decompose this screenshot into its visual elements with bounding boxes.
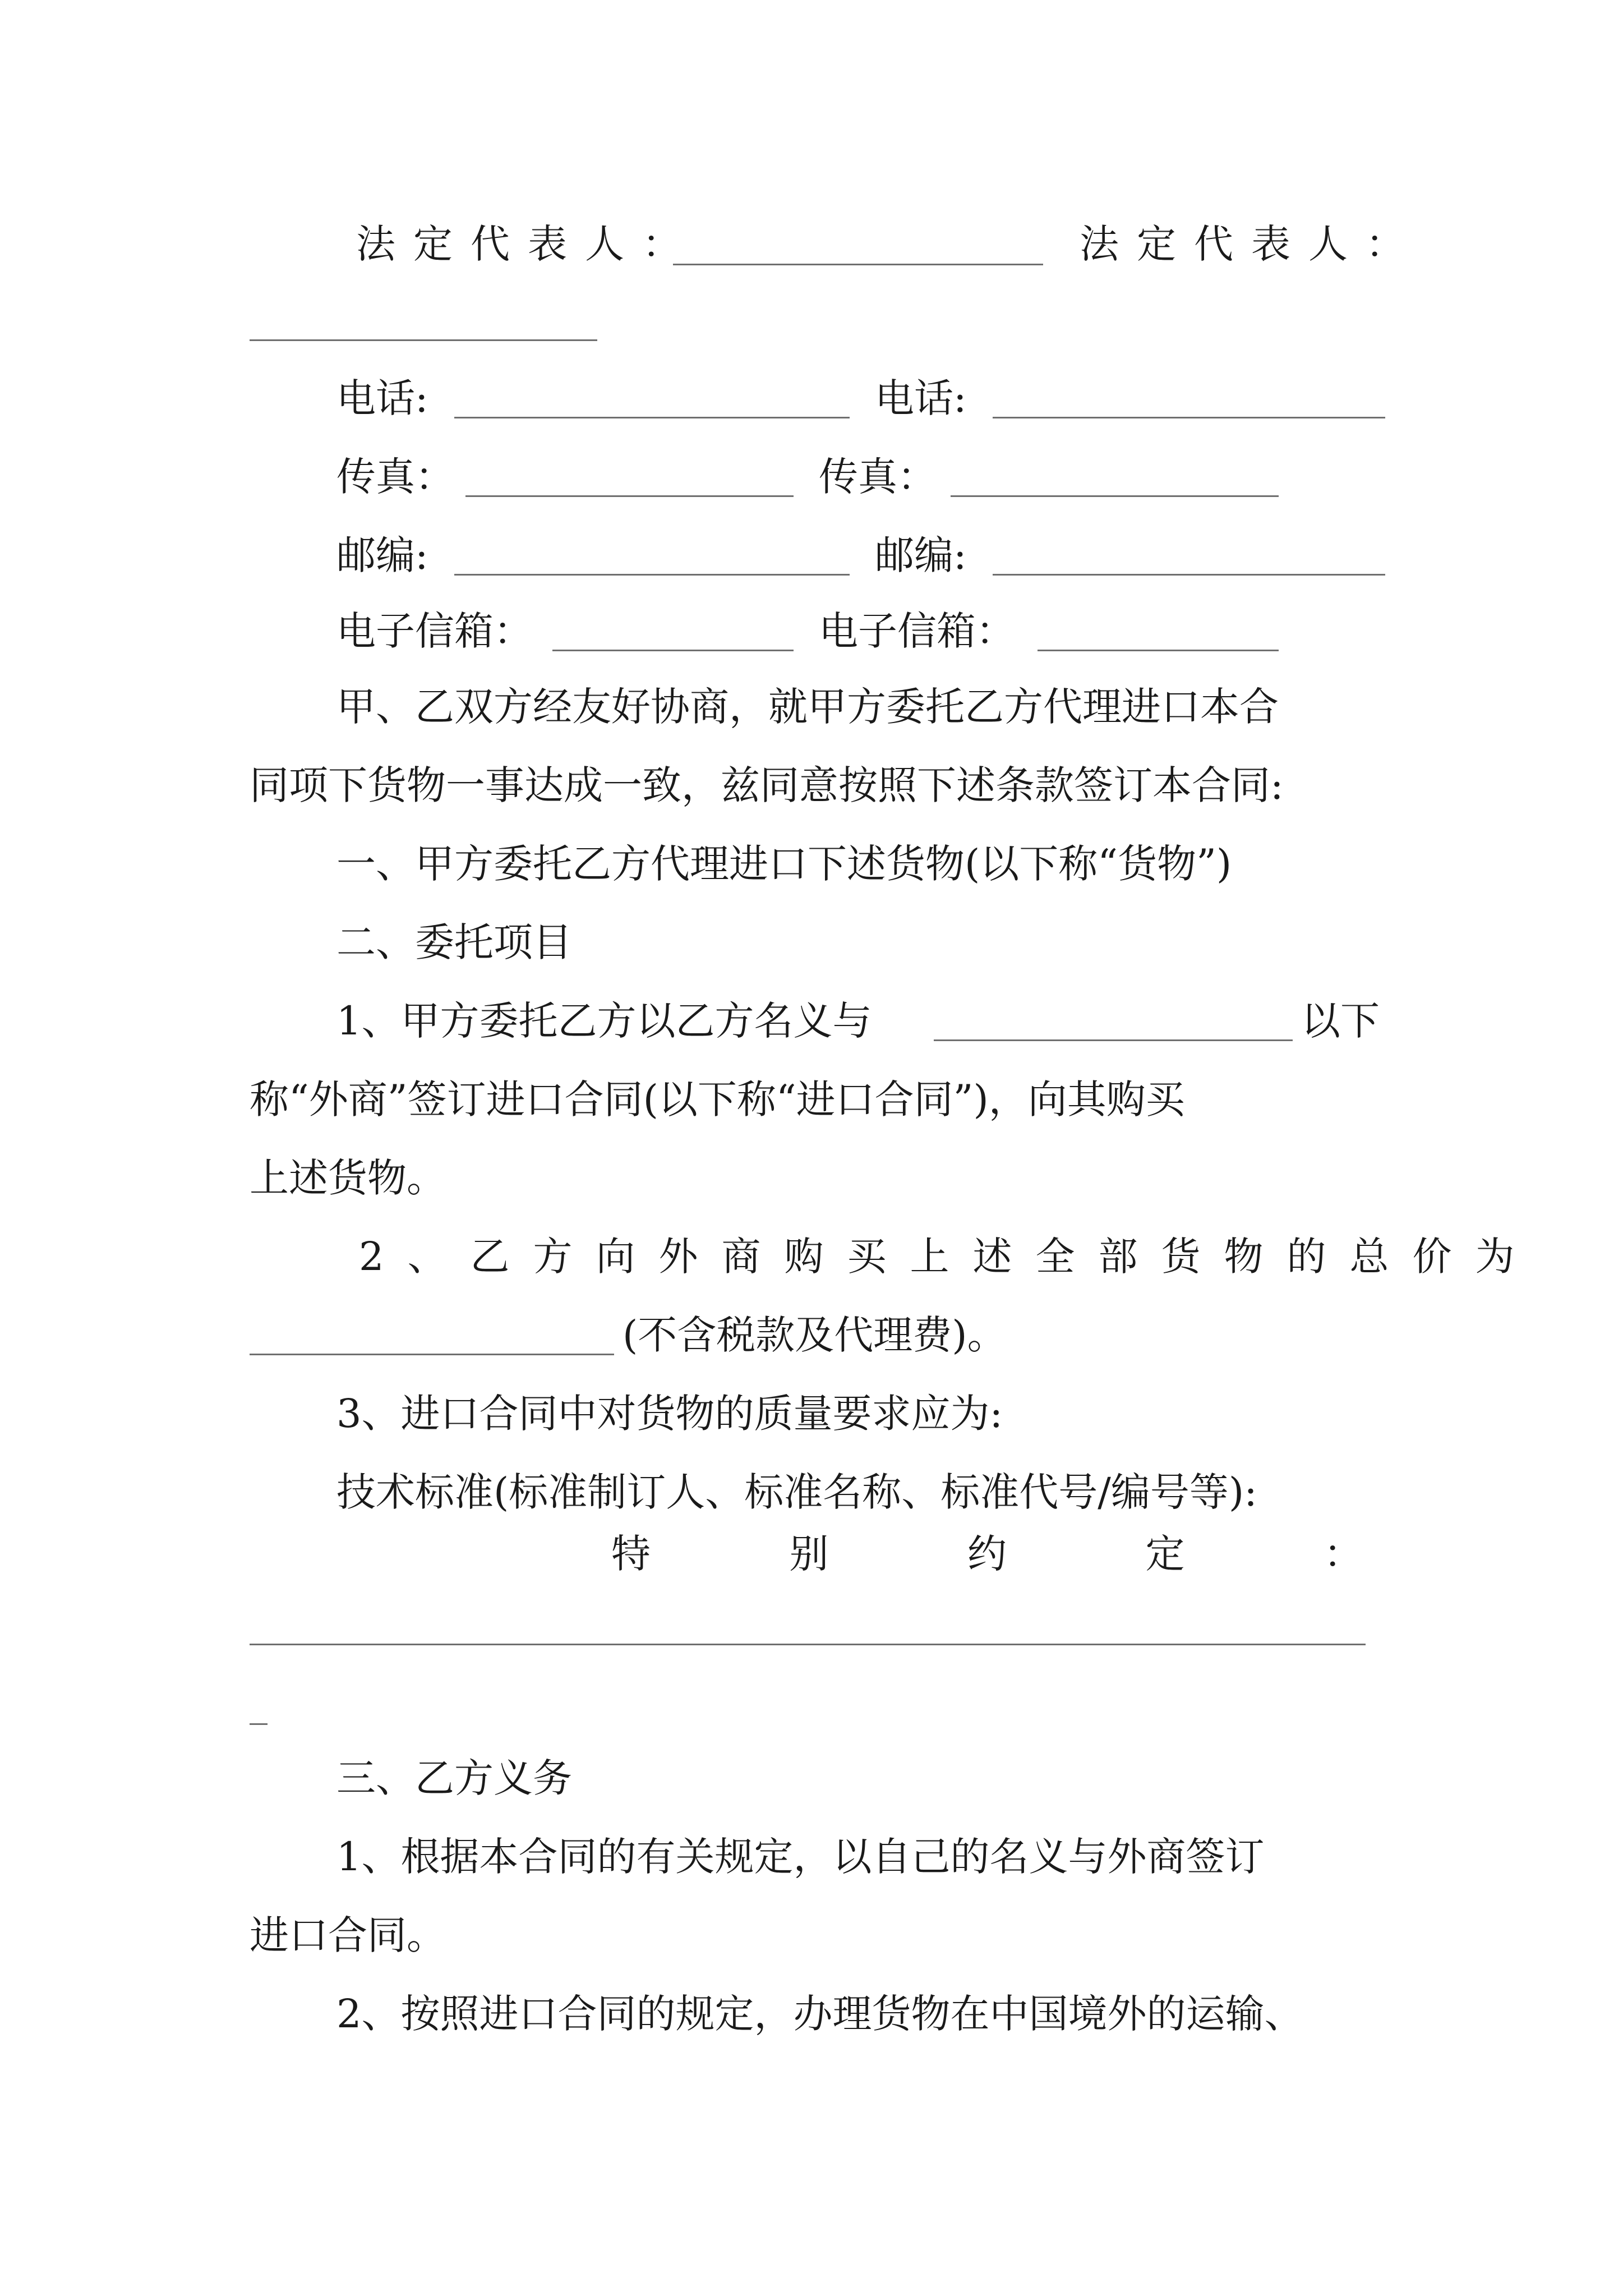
article-2-item-1-prefix: 1、甲方委托乙方以乙方名义与 [336,998,872,1044]
foreign-merchant-field[interactable] [934,1039,1293,1041]
total-price-field[interactable] [250,1354,614,1355]
article-2-item-1-suffix: 以下 [1301,998,1380,1044]
special-char-1: 特 [611,1531,651,1577]
article-3-item-1-line-2: 进口合同。 [250,1912,446,1958]
fax-label-a: 传真： [336,454,454,500]
legal-rep-label-a: 法定代表人： [356,221,699,267]
postcode-label-b: 邮编: [875,532,967,578]
article-2-item-3-line-2: 技术标准(标准制订人、标准名称、标准代号/编号等): [336,1469,1257,1515]
special-char-2: 别 [789,1531,829,1577]
legal-rep-field-a[interactable] [673,264,1043,265]
fax-label-b: 传真： [819,454,937,500]
article-3-heading: 三、乙方义务 [336,1755,572,1801]
postcode-field-b[interactable] [993,574,1385,576]
article-2-item-1-line-3: 上述货物。 [250,1155,446,1201]
special-char-5: ： [1324,1531,1363,1577]
article-2-item-2-line-1: 2、乙方向外商购买上述全部货物的总价为 [359,1234,1538,1280]
email-field-b[interactable] [1038,650,1279,651]
phone-label-a: 电话: [336,375,428,421]
article-2-item-1-line-2: 称“外商”签订进口合同(以下称“进口合同”)，向其购买 [250,1076,1185,1122]
legal-rep-label-b: 法定代表人： [1080,221,1423,267]
email-label-a: 电子信箱： [336,608,533,654]
article-2-item-3-line-1: 3、进口合同中对货物的质量要求应为: [336,1391,1003,1437]
phone-field-a[interactable] [454,417,850,418]
special-char-3: 约 [967,1531,1007,1577]
postcode-field-a[interactable] [454,574,850,576]
phone-label-b: 电话: [875,375,967,421]
preamble-line-1: 甲、乙双方经友好协商，就甲方委托乙方代理进口本合 [336,684,1279,730]
fax-field-a[interactable] [465,495,794,497]
fax-field-b[interactable] [951,495,1279,497]
special-agreement-field-continuation[interactable] [250,1723,268,1725]
email-field-a[interactable] [552,650,794,651]
legal-rep-field-b[interactable] [250,339,597,341]
article-2-heading: 二、委托项目 [336,919,572,965]
article-3-item-2-line-1: 2、按照进口合同的规定，办理货物在中国境外的运输、 [336,1991,1304,2037]
article-3-item-1-line-1: 1、根据本合同的有关规定，以自己的名义与外商签订 [336,1834,1265,1880]
special-char-4: 定 [1145,1531,1185,1577]
email-label-b: 电子信箱： [819,608,1015,654]
article-2-item-2-line-2-suffix: (不含税款及代理费)。 [623,1312,1007,1358]
special-agreement-label [611,1529,1363,1579]
article-1: 一、甲方委托乙方代理进口下述货物(以下称“货物”) [336,841,1232,887]
postcode-label-a: 邮编: [336,532,428,578]
special-agreement-field[interactable] [250,1644,1366,1645]
phone-field-b[interactable] [993,417,1385,418]
preamble-line-2: 同项下货物一事达成一致，兹同意按照下述条款签订本合同: [250,762,1284,808]
